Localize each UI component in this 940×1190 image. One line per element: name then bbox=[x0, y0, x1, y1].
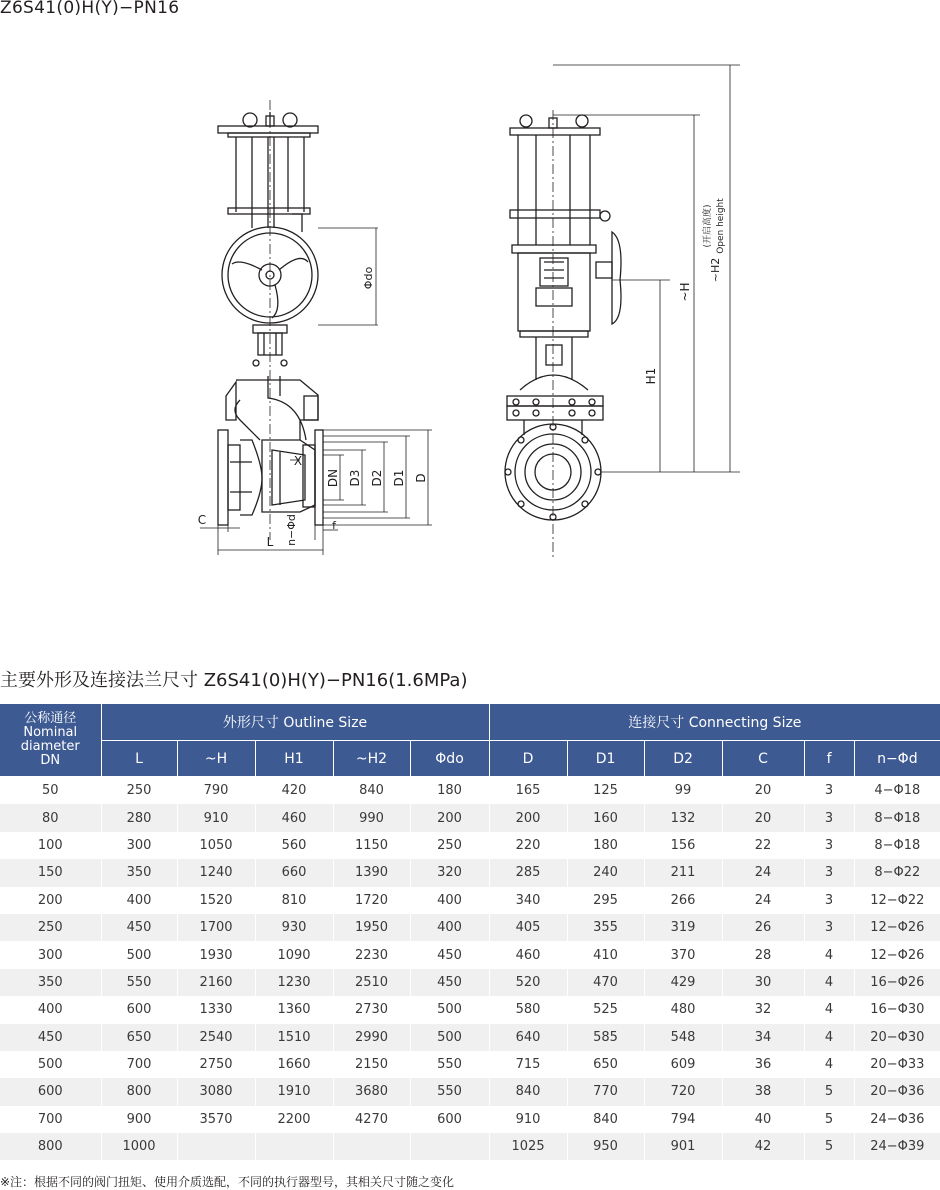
table-cell: 150 bbox=[0, 859, 101, 886]
valve-drawing bbox=[0, 55, 940, 625]
spec-table bbox=[0, 704, 940, 1160]
table-cell: 548 bbox=[644, 1024, 722, 1051]
table-cell: 12−Φ22 bbox=[854, 887, 940, 914]
table-cell: 770 bbox=[567, 1078, 644, 1105]
label-n-phi-d: n−Φd bbox=[285, 514, 298, 546]
table-cell: 800 bbox=[101, 1078, 177, 1105]
table-cell: 4 bbox=[804, 969, 854, 996]
table-row bbox=[0, 941, 940, 968]
column-header: C bbox=[722, 741, 804, 777]
side-lifting-lug-right bbox=[576, 115, 588, 127]
table-cell: 840 bbox=[333, 777, 410, 805]
table-cell: 520 bbox=[489, 969, 567, 996]
label-h: ~H bbox=[678, 282, 692, 302]
table-cell: 901 bbox=[644, 1133, 722, 1160]
table-cell: 790 bbox=[177, 777, 255, 805]
table-cell: 1660 bbox=[255, 1051, 333, 1078]
table-cell: 355 bbox=[567, 914, 644, 941]
table-cell: 370 bbox=[644, 941, 722, 968]
table-cell: 16−Φ26 bbox=[854, 969, 940, 996]
table-cell: 3 bbox=[804, 832, 854, 859]
front-flange-left bbox=[218, 430, 228, 525]
table-cell: 295 bbox=[567, 887, 644, 914]
table-cell: 480 bbox=[644, 996, 722, 1023]
label-dn: DN bbox=[326, 468, 340, 488]
table-cell: 30 bbox=[722, 969, 804, 996]
table-cell: 585 bbox=[567, 1024, 644, 1051]
table-cell: 200 bbox=[410, 804, 489, 831]
front-flange-right bbox=[315, 430, 323, 525]
connecting-size-header: 连接尺寸 Connecting Size bbox=[489, 704, 940, 741]
table-cell: 810 bbox=[255, 887, 333, 914]
label-x: X bbox=[293, 454, 303, 468]
front-view bbox=[218, 100, 323, 540]
table-cell: 1360 bbox=[255, 996, 333, 1023]
table-cell: 3 bbox=[804, 777, 854, 805]
column-header: ~H bbox=[177, 741, 255, 777]
table-cell: 20 bbox=[722, 777, 804, 805]
table-cell: 8−Φ18 bbox=[854, 832, 940, 859]
column-header: f bbox=[804, 741, 854, 777]
table-cell: 420 bbox=[255, 777, 333, 805]
table-cell: 2990 bbox=[333, 1024, 410, 1051]
table-cell: 200 bbox=[489, 804, 567, 831]
table-cell: 319 bbox=[644, 914, 722, 941]
table-cell: 16−Φ30 bbox=[854, 996, 940, 1023]
table-cell: 405 bbox=[489, 914, 567, 941]
column-header: D2 bbox=[644, 741, 722, 777]
table-row bbox=[0, 804, 940, 831]
table-row bbox=[0, 832, 940, 859]
table-cell: 460 bbox=[489, 941, 567, 968]
table-cell: 22 bbox=[722, 832, 804, 859]
table-cell: 500 bbox=[410, 1024, 489, 1051]
footnote: ※注：根据不同的阀门扭矩、使用介质选配，不同的执行器型号，其相关尺寸随之变化 bbox=[0, 1175, 455, 1189]
label-d3: D3 bbox=[348, 469, 362, 487]
table-cell: 4 bbox=[804, 996, 854, 1023]
table-cell: 266 bbox=[644, 887, 722, 914]
table-cell: 12−Φ26 bbox=[854, 941, 940, 968]
column-header: L bbox=[101, 741, 177, 777]
table-cell: 500 bbox=[410, 996, 489, 1023]
table-cell: 400 bbox=[410, 887, 489, 914]
spec-table-body bbox=[0, 777, 940, 1161]
table-cell: 460 bbox=[255, 804, 333, 831]
table-cell: 600 bbox=[0, 1078, 101, 1105]
table-cell: 450 bbox=[101, 914, 177, 941]
table-cell bbox=[255, 1133, 333, 1160]
table-cell: 3 bbox=[804, 804, 854, 831]
table-cell: 400 bbox=[410, 914, 489, 941]
column-header: D bbox=[489, 741, 567, 777]
side-handwheel bbox=[612, 232, 621, 324]
table-cell: 450 bbox=[0, 1024, 101, 1051]
table-cell: 8−Φ18 bbox=[854, 804, 940, 831]
front-lifting-lug-left bbox=[243, 113, 257, 127]
table-cell: 240 bbox=[567, 859, 644, 886]
table-cell: 160 bbox=[567, 804, 644, 831]
table-cell bbox=[333, 1133, 410, 1160]
table-cell: 20 bbox=[722, 804, 804, 831]
table-cell: 250 bbox=[410, 832, 489, 859]
front-dimensions bbox=[197, 228, 432, 555]
table-cell: 550 bbox=[410, 1051, 489, 1078]
table-cell: 840 bbox=[489, 1078, 567, 1105]
table-row bbox=[0, 1024, 940, 1051]
table-cell: 1930 bbox=[177, 941, 255, 968]
table-cell: 4 bbox=[804, 1051, 854, 1078]
table-cell: 600 bbox=[410, 1106, 489, 1133]
table-cell: 8−Φ22 bbox=[854, 859, 940, 886]
table-cell bbox=[177, 1133, 255, 1160]
model-title: Z6S41(0)H(Y)−PN16 bbox=[0, 0, 180, 18]
table-cell: 3080 bbox=[177, 1078, 255, 1105]
table-cell: 2230 bbox=[333, 941, 410, 968]
front-top-plate-lower bbox=[228, 133, 310, 137]
table-cell: 4 bbox=[804, 1024, 854, 1051]
table-cell: 3570 bbox=[177, 1106, 255, 1133]
column-header-row bbox=[0, 741, 940, 777]
table-cell: 180 bbox=[410, 777, 489, 805]
table-cell: 3 bbox=[804, 887, 854, 914]
table-cell: 1720 bbox=[333, 887, 410, 914]
table-cell: 650 bbox=[101, 1024, 177, 1051]
table-cell: 4−Φ18 bbox=[854, 777, 940, 805]
label-f: f bbox=[332, 519, 336, 532]
table-cell: 1150 bbox=[333, 832, 410, 859]
side-top-plate bbox=[510, 128, 600, 135]
table-cell: 26 bbox=[722, 914, 804, 941]
table-cell: 156 bbox=[644, 832, 722, 859]
table-cell: 1025 bbox=[489, 1133, 567, 1160]
front-top-plate bbox=[218, 126, 318, 133]
table-cell: 1390 bbox=[333, 859, 410, 886]
table-cell: 2150 bbox=[333, 1051, 410, 1078]
column-header: ~H2 bbox=[333, 741, 410, 777]
dn-header-line: 公称通径 bbox=[24, 711, 77, 726]
table-cell: 800 bbox=[0, 1133, 101, 1160]
label-d2: D2 bbox=[370, 469, 384, 487]
table-cell: 5 bbox=[804, 1106, 854, 1133]
table-cell: 1950 bbox=[333, 914, 410, 941]
label-d: D bbox=[414, 473, 428, 483]
table-cell: 1510 bbox=[255, 1024, 333, 1051]
table-cell: 40 bbox=[722, 1106, 804, 1133]
table-cell bbox=[410, 1133, 489, 1160]
table-cell: 350 bbox=[101, 859, 177, 886]
column-header: D1 bbox=[567, 741, 644, 777]
table-cell: 250 bbox=[101, 777, 177, 805]
table-cell: 500 bbox=[101, 941, 177, 968]
table-cell: 794 bbox=[644, 1106, 722, 1133]
table-cell: 1230 bbox=[255, 969, 333, 996]
table-cell: 24−Φ36 bbox=[854, 1106, 940, 1133]
table-cell: 1090 bbox=[255, 941, 333, 968]
table-cell: 450 bbox=[410, 969, 489, 996]
column-header: H1 bbox=[255, 741, 333, 777]
table-cell: 840 bbox=[567, 1106, 644, 1133]
table-cell: 500 bbox=[0, 1051, 101, 1078]
dn-header bbox=[0, 704, 101, 777]
table-cell: 50 bbox=[0, 777, 101, 805]
table-cell: 900 bbox=[101, 1106, 177, 1133]
table-cell: 36 bbox=[722, 1051, 804, 1078]
dn-header-line: DN bbox=[40, 753, 61, 768]
table-row bbox=[0, 887, 940, 914]
table-cell: 1700 bbox=[177, 914, 255, 941]
table-cell: 165 bbox=[489, 777, 567, 805]
label-h1: H1 bbox=[644, 367, 658, 385]
table-cell: 300 bbox=[101, 832, 177, 859]
table-cell: 80 bbox=[0, 804, 101, 831]
table-cell: 429 bbox=[644, 969, 722, 996]
table-cell: 550 bbox=[101, 969, 177, 996]
table-cell: 650 bbox=[567, 1051, 644, 1078]
table-cell: 20−Φ36 bbox=[854, 1078, 940, 1105]
table-cell: 5 bbox=[804, 1078, 854, 1105]
table-cell: 700 bbox=[101, 1051, 177, 1078]
table-cell: 2540 bbox=[177, 1024, 255, 1051]
table-cell: 125 bbox=[567, 777, 644, 805]
table-cell: 910 bbox=[177, 804, 255, 831]
table-cell: 34 bbox=[722, 1024, 804, 1051]
table-row bbox=[0, 914, 940, 941]
table-cell: 32 bbox=[722, 996, 804, 1023]
table-cell: 410 bbox=[567, 941, 644, 968]
table-row bbox=[0, 1133, 940, 1160]
table-cell: 3 bbox=[804, 859, 854, 886]
table-row bbox=[0, 1106, 940, 1133]
table-cell: 2730 bbox=[333, 996, 410, 1023]
side-lifting-lug-left bbox=[520, 115, 532, 127]
table-cell: 2510 bbox=[333, 969, 410, 996]
table-cell: 720 bbox=[644, 1078, 722, 1105]
table-cell: 400 bbox=[101, 887, 177, 914]
table-cell: 20−Φ33 bbox=[854, 1051, 940, 1078]
front-lifting-lug-right bbox=[283, 113, 297, 127]
table-cell: 211 bbox=[644, 859, 722, 886]
dn-header-line: diameter bbox=[20, 739, 80, 754]
table-cell: 990 bbox=[333, 804, 410, 831]
label-open-height-en: Open height bbox=[716, 198, 726, 254]
table-row bbox=[0, 1051, 940, 1078]
table-cell: 99 bbox=[644, 777, 722, 805]
table-cell: 200 bbox=[0, 887, 101, 914]
table-cell: 560 bbox=[255, 832, 333, 859]
table-cell: 42 bbox=[722, 1133, 804, 1160]
table-cell: 20−Φ30 bbox=[854, 1024, 940, 1051]
dn-header-line: Nominal bbox=[23, 725, 78, 740]
table-cell: 640 bbox=[489, 1024, 567, 1051]
table-cell: 4270 bbox=[333, 1106, 410, 1133]
table-cell: 24 bbox=[722, 859, 804, 886]
table-cell: 450 bbox=[410, 941, 489, 968]
table-cell: 12−Φ26 bbox=[854, 914, 940, 941]
table-cell: 280 bbox=[101, 804, 177, 831]
column-header: n−Φd bbox=[854, 741, 940, 777]
table-cell: 100 bbox=[0, 832, 101, 859]
table-cell: 5 bbox=[804, 1133, 854, 1160]
table-cell: 1000 bbox=[101, 1133, 177, 1160]
table-cell: 660 bbox=[255, 859, 333, 886]
table-row bbox=[0, 969, 940, 996]
table-cell: 132 bbox=[644, 804, 722, 831]
table-cell: 2200 bbox=[255, 1106, 333, 1133]
table-cell: 24−Φ39 bbox=[854, 1133, 940, 1160]
table-cell: 1520 bbox=[177, 887, 255, 914]
table-cell: 28 bbox=[722, 941, 804, 968]
table-cell: 1330 bbox=[177, 996, 255, 1023]
table-cell: 609 bbox=[644, 1051, 722, 1078]
table-cell: 2750 bbox=[177, 1051, 255, 1078]
table-cell: 470 bbox=[567, 969, 644, 996]
table-cell: 3 bbox=[804, 914, 854, 941]
table-cell: 550 bbox=[410, 1078, 489, 1105]
table-cell: 910 bbox=[489, 1106, 567, 1133]
table-cell: 600 bbox=[101, 996, 177, 1023]
table-cell: 525 bbox=[567, 996, 644, 1023]
table-cell: 950 bbox=[567, 1133, 644, 1160]
table-cell: 320 bbox=[410, 859, 489, 886]
table-cell: 24 bbox=[722, 887, 804, 914]
table-cell: 1240 bbox=[177, 859, 255, 886]
table-row bbox=[0, 1078, 940, 1105]
table-row bbox=[0, 859, 940, 886]
table-row bbox=[0, 996, 940, 1023]
table-cell: 220 bbox=[489, 832, 567, 859]
label-l: L bbox=[266, 535, 274, 549]
table-cell: 1910 bbox=[255, 1078, 333, 1105]
table-cell: 285 bbox=[489, 859, 567, 886]
label-c: C bbox=[197, 513, 207, 527]
table-cell: 700 bbox=[0, 1106, 101, 1133]
table-cell: 3680 bbox=[333, 1078, 410, 1105]
table-cell: 350 bbox=[0, 969, 101, 996]
table-cell: 300 bbox=[0, 941, 101, 968]
outline-size-header: 外形尺寸 Outline Size bbox=[101, 704, 489, 741]
section-title: 主要外形及连接法兰尺寸 Z6S41(0)H(Y)−PN16(1.6MPa) bbox=[0, 670, 468, 691]
table-cell: 340 bbox=[489, 887, 567, 914]
table-cell: 250 bbox=[0, 914, 101, 941]
table-cell: 2160 bbox=[177, 969, 255, 996]
label-h2: ~H2 bbox=[709, 257, 722, 283]
table-cell: 400 bbox=[0, 996, 101, 1023]
column-header: Φdo bbox=[410, 741, 489, 777]
table-cell: 1050 bbox=[177, 832, 255, 859]
table-row bbox=[0, 777, 940, 805]
side-view bbox=[505, 110, 621, 560]
side-dimension-labels bbox=[644, 198, 726, 385]
table-cell: 180 bbox=[567, 832, 644, 859]
table-cell: 4 bbox=[804, 941, 854, 968]
table-cell: 580 bbox=[489, 996, 567, 1023]
label-d1: D1 bbox=[392, 469, 406, 487]
table-cell: 715 bbox=[489, 1051, 567, 1078]
table-cell: 930 bbox=[255, 914, 333, 941]
label-open-height-cn: (开启高度) bbox=[703, 204, 713, 248]
label-phi-do: Φdo bbox=[362, 266, 375, 290]
table-cell: 38 bbox=[722, 1078, 804, 1105]
